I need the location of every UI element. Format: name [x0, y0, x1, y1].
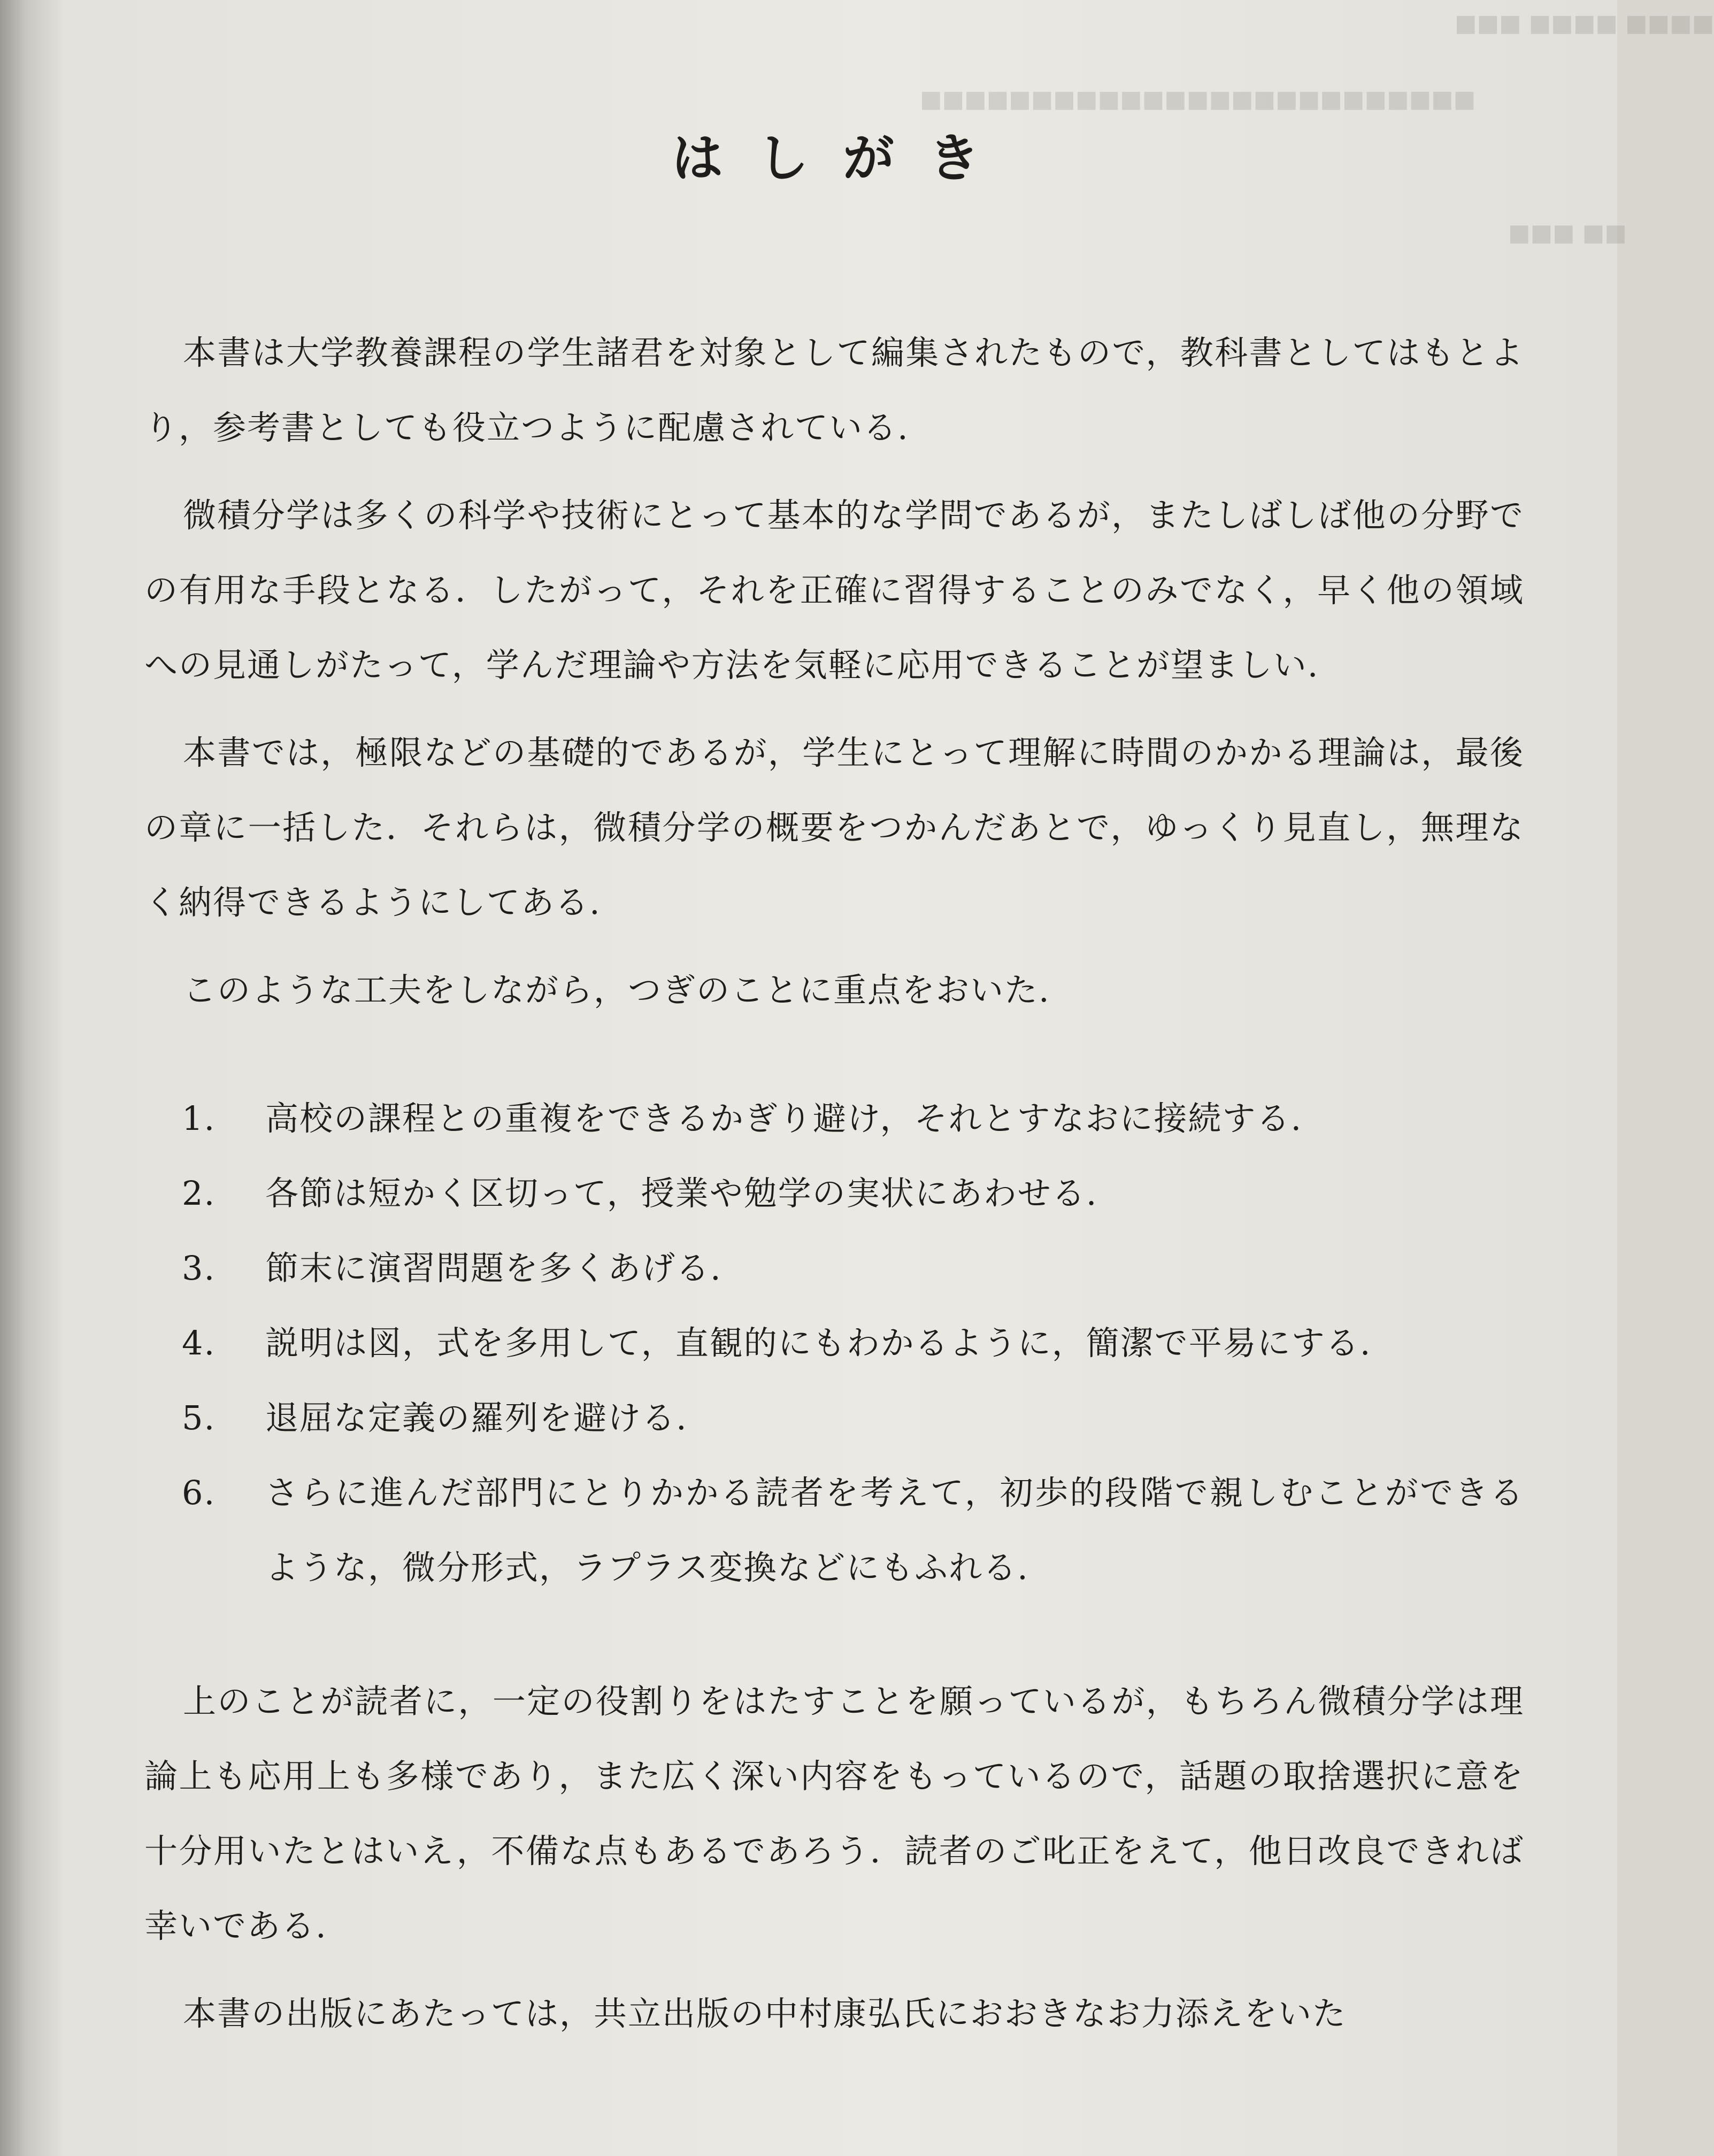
- paragraph: 本書は大学教養課程の学生諸君を対象として編集されたもので，教科書としてはもとより，参考書としても役立つように配慮されている.: [144, 333, 1524, 447]
- list-item-number: 5.: [182, 1398, 216, 1437]
- list-item-text: 節末に演習問題を多くあげる.: [265, 1249, 722, 1288]
- paragraph: 本書では，極限などの基礎的であるが，学生にとって理解に時間のかかる理論は，最後の章に一括した．それらは，微積分学の概要をつかんだあとで，ゆっくり見直し，無理なく納得できるようにしてある.: [144, 733, 1524, 922]
- list-item-text: 退屈な定義の羅列を避ける.: [265, 1398, 688, 1437]
- list-item-number: 4.: [182, 1323, 216, 1362]
- paragraph: 微積分学は多くの科学や技術にとって基本的な学問であるが，またしばしば他の分野での有用な手段となる．したがって，それを正確に習得することのみでなく，早く他の領域への見通しがたって，学んだ理論や方法を気軽に応用できることが望ましい.: [144, 496, 1524, 684]
- list-item: [144, 1306, 1524, 1381]
- paragraph: 本書の出版にあたっては，共立出版の中村康弘氏におおきなお力添えをいた: [183, 1994, 1347, 2033]
- list-item: [144, 1156, 1524, 1231]
- bleed-through-text: ■■■■■■■■■■■■■■■■■■■■■■■■■: [920, 86, 1476, 113]
- list-item: [144, 1381, 1524, 1456]
- numbered-list: [144, 1081, 1524, 1605]
- bleed-through-text: ■■■ ■■■■ ■■■■: [1455, 10, 1714, 37]
- list-item-number: 3.: [182, 1249, 216, 1288]
- list-item-text: さらに進んだ部門にとりかかる読者を考えて，初歩的段階で親しむことができるような，微分形式，ラプラス変換などにもふれる.: [265, 1473, 1524, 1587]
- list-item-text: 高校の課程との重複をできるかぎり避け，それとすなおに接続する.: [265, 1099, 1303, 1138]
- list-item: [144, 1456, 1524, 1605]
- preface-body: [144, 315, 1524, 2064]
- list-item: [144, 1081, 1524, 1156]
- list-item-number: 1.: [182, 1099, 216, 1138]
- list-item: [144, 1231, 1524, 1306]
- list-item-text: 各節は短かく区切って，授業や勉学の実状にあわせる.: [265, 1174, 1098, 1213]
- paragraph: 上のことが読者に，一定の役割りをはたすことを願っているが，もちろん微積分学は理論上も応用上も多様であり，また広く深い内容をもっているので，話題の取捨選択に意を十分用いたとはいえ，不備な点もあるであろう．読者のご叱正をえて，他日改良できれば幸いである.: [144, 1682, 1524, 1945]
- paragraph: このような工夫をしながら，つぎのことに重点をおいた.: [183, 971, 1050, 1010]
- list-item-number: 6.: [182, 1473, 216, 1512]
- list-item-text: 説明は図，式を多用して，直観的にもわかるように，簡潔で平易にする.: [265, 1323, 1372, 1362]
- list-item-number: 2.: [182, 1174, 216, 1213]
- bleed-through-text: ■■■ ■■: [1508, 219, 1627, 247]
- page-title: はしがき: [672, 128, 1014, 188]
